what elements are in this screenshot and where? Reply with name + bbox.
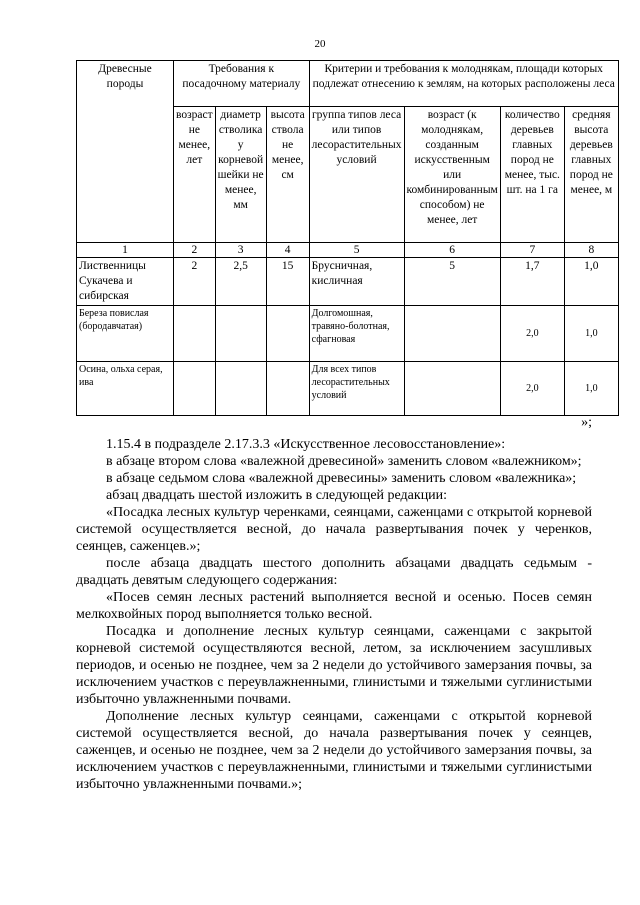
closing-quote-mark: »; (581, 415, 592, 430)
column-number: 1 (77, 243, 174, 258)
height-cell (266, 362, 309, 416)
header-diameter: диаметр стволика у корневой шейки не менее, мм (215, 107, 266, 243)
column-number: 2 (174, 243, 216, 258)
column-number: 7 (500, 243, 564, 258)
paragraph: Посадка и дополнение лесных культур сеянцами, саженцами с закрытой корневой системой осуществляются весной, летом, за исключением засушливых периодов, и осенью не позднее, чем за 2 недели до устойчивого замерзания почвы, за исключением участков с переувлажненными, глинистыми и тяжелыми суглинистыми избыточно увлажненными почвами. (76, 624, 592, 707)
column-number: 4 (266, 243, 309, 258)
header-tree-count: количество деревьев главных пород не менее, тыс. шт. на 1 га (500, 107, 564, 243)
diameter-cell (215, 362, 266, 416)
page-number: 20 (314, 38, 326, 50)
paragraph: абзац двадцать шестой изложить в следующей редакции: (106, 488, 448, 503)
height-cell (266, 306, 309, 362)
amendment-text (76, 436, 592, 793)
young-age-cell (404, 306, 500, 362)
forest-group-cell: Брусничная, кисличная (309, 258, 404, 306)
header-species: Древесные породы (77, 61, 174, 243)
young-age-cell (404, 362, 500, 416)
tree-count-cell: 1,7 (500, 258, 564, 306)
column-number: 5 (309, 243, 404, 258)
forest-group-cell: Долгомошная, травяно-болотная, сфагновая (309, 306, 404, 362)
header-young-age: возраст (к молоднякам, созданным искусственным или комбинированным способом) не менее, лет (404, 107, 500, 243)
table-row (77, 306, 619, 362)
average-height-cell: 1,0 (564, 258, 618, 306)
paragraph: «Посадка лесных культур черенками, сеянцами, саженцами с открытой корневой системой осуществляется весной, до начала развертывания почек у черенков, сеянцев, саженцев.»; (76, 505, 592, 554)
diameter-cell: 2,5 (215, 258, 266, 306)
age-cell (174, 362, 216, 416)
column-number-row (77, 243, 619, 258)
table-row (77, 362, 619, 416)
forest-group-cell: Для всех типов лесорастительных условий (309, 362, 404, 416)
species-cell: Осина, ольха серая, ива (77, 362, 174, 416)
column-number: 8 (564, 243, 618, 258)
diameter-cell (215, 306, 266, 362)
column-number: 6 (404, 243, 500, 258)
average-height-cell: 1,0 (564, 306, 618, 362)
header-height: высота ствола не менее, см (266, 107, 309, 243)
average-height-cell: 1,0 (564, 362, 618, 416)
table-row (77, 258, 619, 306)
age-cell (174, 306, 216, 362)
species-cell: Береза повислая (бородавчатая) (77, 306, 174, 362)
header-young-stand-criteria: Критерии и требования к молоднякам, площади которых подлежат отнесению к землям, на которых расположены леса (309, 61, 618, 107)
paragraph: Дополнение лесных культур сеянцами, саженцами с открытой корневой системой осуществляется весной, до начала развертывания почек у сеянцев, саженцев, и осенью не позднее, чем за 2 недели до устойчивого замерзания почвы, за исключением участков с переувлажненными, глинистыми и тяжелыми суглинистыми избыточно увлажненными почвами.»; (76, 709, 592, 792)
tree-count-cell: 2,0 (500, 362, 564, 416)
species-requirements-table (76, 60, 619, 416)
paragraph: в абзаце седьмом слова «валежной древесины» заменить словом «валежника»; (106, 471, 577, 486)
paragraph: в абзаце втором слова «валежной древесиной» заменить словом «валежником»; (106, 454, 582, 469)
header-average-height: средняя высота деревьев главных пород не менее, м (564, 107, 618, 243)
table-header-row-1 (77, 61, 619, 107)
column-number: 3 (215, 243, 266, 258)
species-cell: Лиственницы Сукачева и сибирская (77, 258, 174, 306)
header-planting-requirements: Требования к посадочному материалу (174, 61, 310, 107)
young-age-cell: 5 (404, 258, 500, 306)
paragraph: 1.15.4 в подразделе 2.17.3.3 «Искусственное лесовосстановление»: (106, 437, 506, 452)
age-cell: 2 (174, 258, 216, 306)
paragraph: после абзаца двадцать шестого дополнить абзацами двадцать седьмым - двадцать девятым следующего содержания: (76, 556, 592, 588)
header-forest-group: группа типов леса или типов лесорастительных условий (309, 107, 404, 243)
header-age: возраст не менее, лет (174, 107, 216, 243)
paragraph: «Посев семян лесных растений выполняется весной и осенью. Посев семян мелкохвойных пород выполняется только весной. (76, 590, 592, 622)
tree-count-cell: 2,0 (500, 306, 564, 362)
height-cell: 15 (266, 258, 309, 306)
